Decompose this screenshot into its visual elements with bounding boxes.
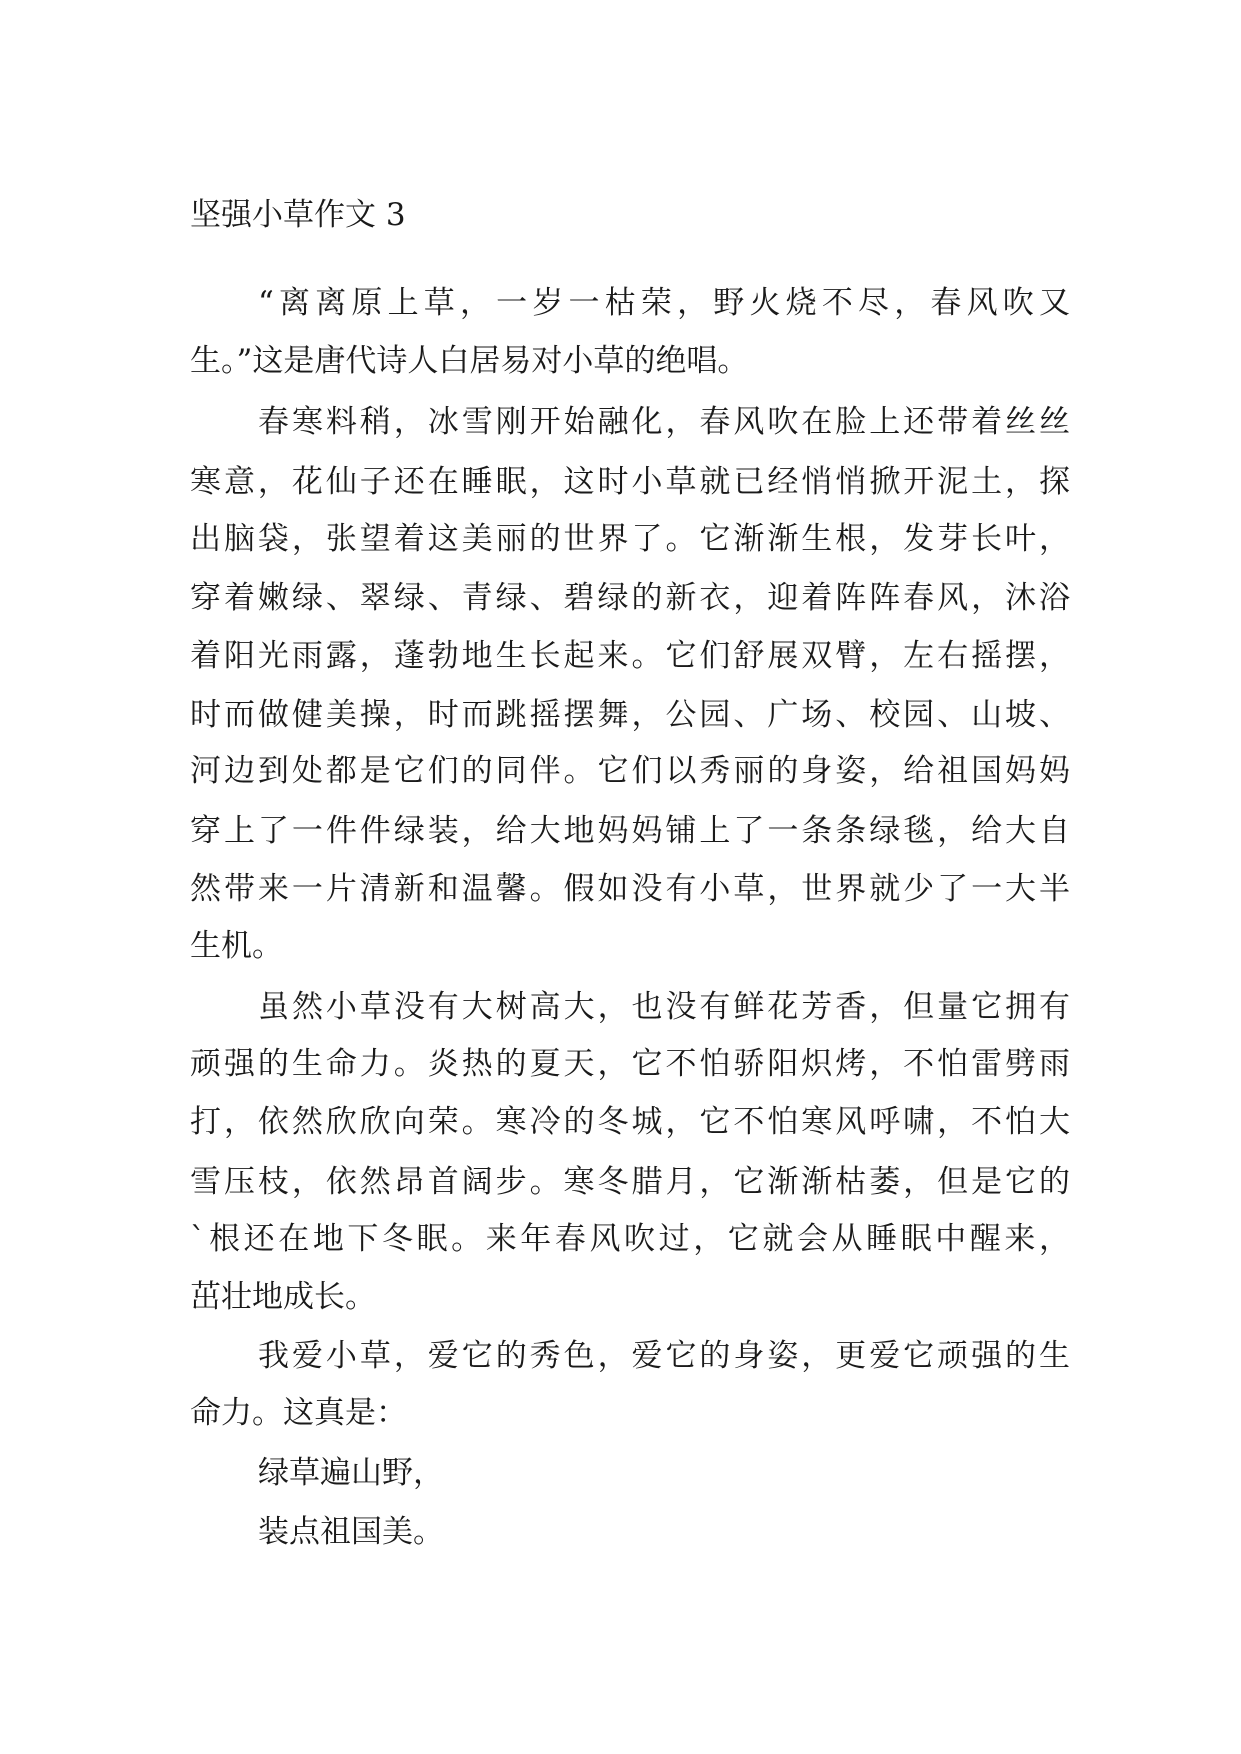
paragraph-line: 春寒料稍，冰雪刚开始融化，春风吹在脸上还带着丝丝 bbox=[258, 404, 1070, 440]
paragraph-line: 然带来一片清新和温馨。假如没有小草，世界就少了一大半 bbox=[190, 871, 1070, 907]
paragraph-line: 虽然小草没有大树高大，也没有鲜花芳香，但量它拥有 bbox=[258, 989, 1070, 1025]
paragraph-line: 命力。这真是： bbox=[190, 1395, 407, 1431]
poem-line: 绿草遍山野， bbox=[258, 1455, 444, 1491]
paragraph-line: 寒意，花仙子还在睡眠，这时小草就已经悄悄掀开泥土，探 bbox=[190, 464, 1070, 500]
poem-line: 装点祖国美。 bbox=[258, 1514, 444, 1550]
paragraph-line: 茁壮地成长。 bbox=[190, 1279, 376, 1315]
paragraph-line: 我爱小草，爱它的秀色，爱它的身姿，更爱它顽强的生 bbox=[258, 1338, 1070, 1374]
paragraph-line: 河边到处都是它们的同伴。它们以秀丽的身姿，给祖国妈妈 bbox=[190, 753, 1070, 789]
paragraph-line: 着阳光雨露，蓬勃地生长起来。它们舒展双臂，左右摇摆， bbox=[190, 638, 1070, 674]
paragraph-line: 顽强的生命力。炎热的夏天，它不怕骄阳炽烤，不怕雷劈雨 bbox=[190, 1046, 1070, 1082]
paragraph-line: 雪压枝，依然昂首阔步。寒冬腊月，它渐渐枯萎，但是它的 bbox=[190, 1164, 1070, 1200]
paragraph-line: 穿上了一件件绿装，给大地妈妈铺上了一条条绿毯，给大自 bbox=[190, 813, 1070, 849]
paragraph-line: 生机。 bbox=[190, 928, 283, 964]
paragraph-line: 时而做健美操，时而跳摇摆舞，公园、广场、校园、山坡、 bbox=[190, 697, 1070, 733]
paragraph-line: “离离原上草，一岁一枯荣，野火烧不尽，春风吹又 bbox=[258, 285, 1070, 321]
document-title: 坚强小草作文 3 bbox=[190, 197, 406, 233]
paragraph-line: 生。”这是唐代诗人白居易对小草的绝唱。 bbox=[190, 343, 749, 379]
paragraph-line: `根还在地下冬眠。来年春风吹过，它就会从睡眠中醒来， bbox=[190, 1221, 1070, 1257]
paragraph-line: 穿着嫩绿、翠绿、青绿、碧绿的新衣，迎着阵阵春风，沐浴 bbox=[190, 580, 1070, 616]
paragraph-line: 出脑袋，张望着这美丽的世界了。它渐渐生根，发芽长叶， bbox=[190, 521, 1070, 557]
paragraph-line: 打，依然欣欣向荣。寒冷的冬城，它不怕寒风呼啸，不怕大 bbox=[190, 1104, 1070, 1140]
